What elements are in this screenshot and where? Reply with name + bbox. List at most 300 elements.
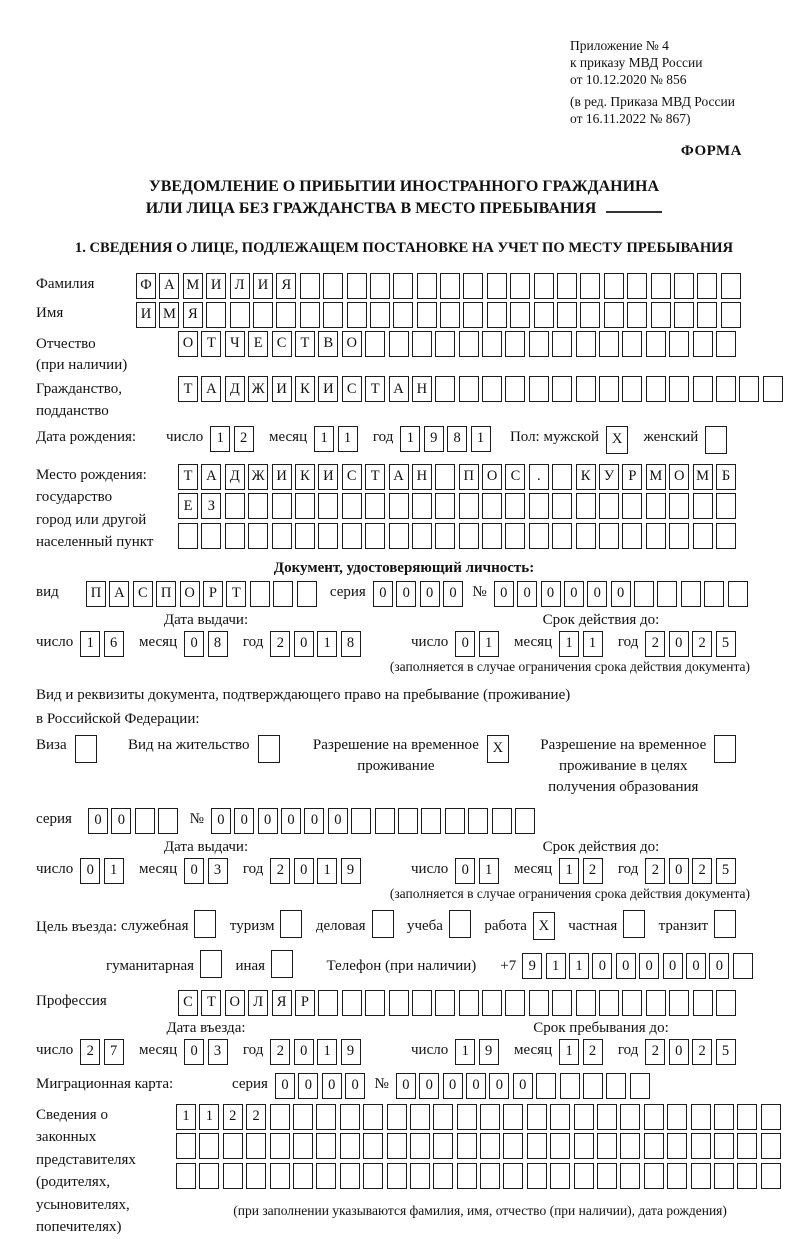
char-box[interactable] bbox=[714, 1133, 734, 1159]
checkbox-cell[interactable] bbox=[258, 735, 280, 763]
char-box[interactable]: 0 bbox=[419, 1073, 439, 1099]
char-box[interactable]: 0 bbox=[466, 1073, 486, 1099]
char-box[interactable]: С bbox=[272, 331, 292, 357]
char-box[interactable]: А bbox=[159, 273, 179, 299]
char-box[interactable] bbox=[651, 302, 671, 328]
char-box[interactable]: 0 bbox=[345, 1073, 365, 1099]
char-box[interactable] bbox=[295, 493, 315, 519]
char-box[interactable] bbox=[272, 493, 292, 519]
char-box[interactable]: 1 bbox=[176, 1104, 196, 1130]
char-box[interactable]: 6 bbox=[104, 631, 124, 657]
char-box[interactable]: 0 bbox=[304, 808, 324, 834]
char-box[interactable] bbox=[510, 302, 530, 328]
char-box[interactable]: 1 bbox=[80, 631, 100, 657]
char-box[interactable]: В bbox=[318, 331, 338, 357]
char-box[interactable] bbox=[599, 376, 619, 402]
char-box[interactable] bbox=[505, 331, 525, 357]
char-box[interactable]: 0 bbox=[275, 1073, 295, 1099]
char-box[interactable] bbox=[412, 523, 432, 549]
char-box[interactable]: 0 bbox=[184, 858, 204, 884]
char-box[interactable] bbox=[604, 302, 624, 328]
char-box[interactable]: Т bbox=[201, 990, 221, 1016]
char-box[interactable]: 1 bbox=[471, 426, 491, 452]
char-box[interactable] bbox=[646, 376, 666, 402]
checkbox-cell[interactable] bbox=[280, 910, 302, 938]
char-box[interactable] bbox=[534, 273, 554, 299]
char-box[interactable] bbox=[737, 1104, 757, 1130]
char-box[interactable]: 0 bbox=[420, 581, 440, 607]
char-box[interactable] bbox=[714, 1104, 734, 1130]
char-box[interactable]: 9 bbox=[424, 426, 444, 452]
char-box[interactable]: 2 bbox=[270, 858, 290, 884]
char-box[interactable]: И bbox=[206, 273, 226, 299]
char-box[interactable]: 0 bbox=[328, 808, 348, 834]
char-box[interactable] bbox=[674, 273, 694, 299]
char-box[interactable]: Ж bbox=[248, 376, 268, 402]
char-box[interactable]: 0 bbox=[494, 581, 514, 607]
char-box[interactable] bbox=[674, 302, 694, 328]
char-box[interactable]: 9 bbox=[341, 858, 361, 884]
char-box[interactable] bbox=[583, 1073, 603, 1099]
checkbox-cell[interactable] bbox=[200, 950, 222, 978]
char-box[interactable] bbox=[536, 1073, 556, 1099]
char-box[interactable] bbox=[716, 331, 736, 357]
checkbox-cell[interactable]: X bbox=[606, 426, 628, 454]
char-box[interactable] bbox=[433, 1163, 453, 1189]
char-box[interactable] bbox=[410, 1133, 430, 1159]
char-box[interactable] bbox=[487, 302, 507, 328]
char-box[interactable]: Т bbox=[178, 464, 198, 490]
char-box[interactable] bbox=[704, 581, 724, 607]
char-box[interactable] bbox=[599, 523, 619, 549]
char-box[interactable] bbox=[318, 523, 338, 549]
char-box[interactable]: 0 bbox=[517, 581, 537, 607]
char-box[interactable]: 9 bbox=[341, 1039, 361, 1065]
char-box[interactable] bbox=[714, 1163, 734, 1189]
char-box[interactable] bbox=[176, 1133, 196, 1159]
char-box[interactable] bbox=[270, 1104, 290, 1130]
char-box[interactable]: 0 bbox=[489, 1073, 509, 1099]
char-box[interactable]: 0 bbox=[669, 858, 689, 884]
char-box[interactable] bbox=[463, 273, 483, 299]
char-box[interactable] bbox=[580, 302, 600, 328]
char-box[interactable] bbox=[529, 331, 549, 357]
char-box[interactable] bbox=[761, 1133, 781, 1159]
char-box[interactable] bbox=[246, 1133, 266, 1159]
char-box[interactable]: 0 bbox=[639, 953, 659, 979]
char-box[interactable] bbox=[620, 1133, 640, 1159]
char-box[interactable] bbox=[223, 1133, 243, 1159]
char-box[interactable] bbox=[363, 1104, 383, 1130]
char-box[interactable] bbox=[389, 990, 409, 1016]
char-box[interactable] bbox=[620, 1163, 640, 1189]
char-box[interactable] bbox=[622, 376, 642, 402]
char-box[interactable]: 0 bbox=[211, 808, 231, 834]
char-box[interactable]: 0 bbox=[111, 808, 131, 834]
char-box[interactable] bbox=[510, 273, 530, 299]
char-box[interactable]: 2 bbox=[246, 1104, 266, 1130]
char-box[interactable] bbox=[135, 808, 155, 834]
char-box[interactable]: 0 bbox=[80, 858, 100, 884]
char-box[interactable] bbox=[347, 273, 367, 299]
char-box[interactable] bbox=[248, 493, 268, 519]
char-box[interactable] bbox=[199, 1133, 219, 1159]
char-box[interactable] bbox=[389, 493, 409, 519]
char-box[interactable]: У bbox=[599, 464, 619, 490]
char-box[interactable] bbox=[365, 990, 385, 1016]
checkbox-cell[interactable]: X bbox=[533, 912, 555, 940]
char-box[interactable]: 5 bbox=[716, 858, 736, 884]
char-box[interactable]: Н bbox=[412, 376, 432, 402]
char-box[interactable] bbox=[721, 273, 741, 299]
char-box[interactable] bbox=[417, 302, 437, 328]
char-box[interactable]: 1 bbox=[559, 631, 579, 657]
char-box[interactable] bbox=[657, 581, 677, 607]
char-box[interactable] bbox=[318, 493, 338, 519]
char-box[interactable] bbox=[459, 990, 479, 1016]
char-box[interactable] bbox=[273, 581, 293, 607]
char-box[interactable]: Р bbox=[203, 581, 223, 607]
char-box[interactable] bbox=[527, 1104, 547, 1130]
char-box[interactable]: 0 bbox=[322, 1073, 342, 1099]
char-box[interactable] bbox=[293, 1104, 313, 1130]
char-box[interactable] bbox=[552, 376, 572, 402]
char-box[interactable] bbox=[482, 331, 502, 357]
char-box[interactable] bbox=[622, 493, 642, 519]
char-box[interactable] bbox=[560, 1073, 580, 1099]
char-box[interactable]: 0 bbox=[611, 581, 631, 607]
char-box[interactable] bbox=[691, 1163, 711, 1189]
char-box[interactable] bbox=[505, 523, 525, 549]
char-box[interactable] bbox=[550, 1133, 570, 1159]
char-box[interactable]: 1 bbox=[317, 858, 337, 884]
char-box[interactable] bbox=[505, 990, 525, 1016]
char-box[interactable] bbox=[417, 273, 437, 299]
char-box[interactable] bbox=[529, 990, 549, 1016]
char-box[interactable] bbox=[716, 493, 736, 519]
char-box[interactable] bbox=[316, 1133, 336, 1159]
char-box[interactable] bbox=[370, 273, 390, 299]
char-box[interactable] bbox=[693, 376, 713, 402]
char-box[interactable] bbox=[646, 331, 666, 357]
char-box[interactable] bbox=[482, 493, 502, 519]
char-box[interactable]: Ж bbox=[248, 464, 268, 490]
char-box[interactable]: 0 bbox=[294, 631, 314, 657]
char-box[interactable] bbox=[323, 273, 343, 299]
char-box[interactable]: 1 bbox=[317, 631, 337, 657]
char-box[interactable]: О bbox=[225, 990, 245, 1016]
char-box[interactable] bbox=[389, 523, 409, 549]
char-box[interactable]: С bbox=[133, 581, 153, 607]
char-box[interactable]: 0 bbox=[669, 631, 689, 657]
char-box[interactable] bbox=[250, 581, 270, 607]
char-box[interactable] bbox=[728, 581, 748, 607]
char-box[interactable] bbox=[480, 1104, 500, 1130]
char-box[interactable]: И bbox=[253, 273, 273, 299]
char-box[interactable]: Ч bbox=[225, 331, 245, 357]
char-box[interactable] bbox=[716, 990, 736, 1016]
char-box[interactable]: 0 bbox=[396, 1073, 416, 1099]
char-box[interactable]: К bbox=[295, 376, 315, 402]
char-box[interactable] bbox=[761, 1163, 781, 1189]
char-box[interactable]: О bbox=[342, 331, 362, 357]
char-box[interactable]: 0 bbox=[616, 953, 636, 979]
char-box[interactable]: 7 bbox=[104, 1039, 124, 1065]
char-box[interactable] bbox=[482, 523, 502, 549]
char-box[interactable] bbox=[627, 302, 647, 328]
char-box[interactable]: 0 bbox=[294, 1039, 314, 1065]
char-box[interactable] bbox=[529, 493, 549, 519]
char-box[interactable]: П bbox=[459, 464, 479, 490]
char-box[interactable] bbox=[599, 493, 619, 519]
char-box[interactable] bbox=[552, 990, 572, 1016]
char-box[interactable] bbox=[293, 1163, 313, 1189]
char-box[interactable]: И bbox=[318, 464, 338, 490]
char-box[interactable]: 5 bbox=[716, 631, 736, 657]
char-box[interactable]: О bbox=[180, 581, 200, 607]
char-box[interactable] bbox=[253, 302, 273, 328]
char-box[interactable] bbox=[550, 1163, 570, 1189]
char-box[interactable] bbox=[697, 302, 717, 328]
char-box[interactable] bbox=[492, 808, 512, 834]
char-box[interactable] bbox=[272, 523, 292, 549]
char-box[interactable] bbox=[763, 376, 783, 402]
char-box[interactable]: 3 bbox=[208, 858, 228, 884]
char-box[interactable] bbox=[737, 1133, 757, 1159]
char-box[interactable] bbox=[223, 1163, 243, 1189]
char-box[interactable] bbox=[620, 1104, 640, 1130]
char-box[interactable]: 2 bbox=[645, 631, 665, 657]
char-box[interactable]: 0 bbox=[184, 1039, 204, 1065]
char-box[interactable]: 0 bbox=[298, 1073, 318, 1099]
char-box[interactable]: 2 bbox=[583, 858, 603, 884]
char-box[interactable] bbox=[669, 493, 689, 519]
char-box[interactable]: О bbox=[669, 464, 689, 490]
char-box[interactable]: Т bbox=[226, 581, 246, 607]
char-box[interactable] bbox=[693, 493, 713, 519]
char-box[interactable]: И bbox=[272, 464, 292, 490]
char-box[interactable] bbox=[646, 523, 666, 549]
char-box[interactable] bbox=[669, 990, 689, 1016]
char-box[interactable] bbox=[457, 1163, 477, 1189]
char-box[interactable]: Т bbox=[178, 376, 198, 402]
char-box[interactable] bbox=[387, 1104, 407, 1130]
char-box[interactable] bbox=[387, 1163, 407, 1189]
char-box[interactable] bbox=[552, 523, 572, 549]
char-box[interactable] bbox=[622, 331, 642, 357]
char-box[interactable] bbox=[534, 302, 554, 328]
checkbox-cell[interactable] bbox=[705, 426, 727, 454]
char-box[interactable] bbox=[323, 302, 343, 328]
char-box[interactable]: И bbox=[136, 302, 156, 328]
char-box[interactable]: Б bbox=[716, 464, 736, 490]
char-box[interactable]: 0 bbox=[455, 858, 475, 884]
checkbox-cell[interactable] bbox=[623, 910, 645, 938]
char-box[interactable]: П bbox=[156, 581, 176, 607]
char-box[interactable]: 0 bbox=[669, 1039, 689, 1065]
char-box[interactable]: 1 bbox=[400, 426, 420, 452]
char-box[interactable] bbox=[505, 493, 525, 519]
char-box[interactable] bbox=[634, 581, 654, 607]
char-box[interactable] bbox=[681, 581, 701, 607]
char-box[interactable]: Д bbox=[225, 376, 245, 402]
char-box[interactable] bbox=[440, 302, 460, 328]
char-box[interactable] bbox=[505, 376, 525, 402]
char-box[interactable] bbox=[693, 331, 713, 357]
checkbox-cell[interactable] bbox=[194, 910, 216, 938]
char-box[interactable] bbox=[365, 493, 385, 519]
char-box[interactable] bbox=[445, 808, 465, 834]
char-box[interactable]: К bbox=[295, 464, 315, 490]
char-box[interactable] bbox=[297, 581, 317, 607]
char-box[interactable] bbox=[482, 990, 502, 1016]
char-box[interactable] bbox=[342, 990, 362, 1016]
char-box[interactable]: С bbox=[342, 464, 362, 490]
char-box[interactable] bbox=[737, 1163, 757, 1189]
char-box[interactable]: 2 bbox=[270, 631, 290, 657]
char-box[interactable]: Т bbox=[201, 331, 221, 357]
char-box[interactable] bbox=[468, 808, 488, 834]
char-box[interactable]: 8 bbox=[447, 426, 467, 452]
char-box[interactable]: Т bbox=[365, 376, 385, 402]
char-box[interactable]: 1 bbox=[338, 426, 358, 452]
char-box[interactable] bbox=[435, 331, 455, 357]
checkbox-cell[interactable] bbox=[271, 950, 293, 978]
char-box[interactable] bbox=[435, 493, 455, 519]
char-box[interactable] bbox=[412, 990, 432, 1016]
char-box[interactable]: М bbox=[693, 464, 713, 490]
char-box[interactable]: 9 bbox=[479, 1039, 499, 1065]
char-box[interactable] bbox=[576, 493, 596, 519]
char-box[interactable] bbox=[669, 376, 689, 402]
char-box[interactable] bbox=[300, 302, 320, 328]
char-box[interactable]: 2 bbox=[645, 1039, 665, 1065]
char-box[interactable] bbox=[248, 523, 268, 549]
char-box[interactable] bbox=[225, 493, 245, 519]
char-box[interactable]: Я bbox=[183, 302, 203, 328]
char-box[interactable] bbox=[574, 1104, 594, 1130]
char-box[interactable] bbox=[340, 1133, 360, 1159]
char-box[interactable]: 0 bbox=[541, 581, 561, 607]
char-box[interactable]: 0 bbox=[564, 581, 584, 607]
char-box[interactable] bbox=[351, 808, 371, 834]
char-box[interactable]: 0 bbox=[88, 808, 108, 834]
char-box[interactable] bbox=[552, 493, 572, 519]
char-box[interactable] bbox=[435, 990, 455, 1016]
char-box[interactable] bbox=[270, 1163, 290, 1189]
char-box[interactable]: 0 bbox=[443, 1073, 463, 1099]
char-box[interactable] bbox=[412, 331, 432, 357]
char-box[interactable] bbox=[503, 1104, 523, 1130]
char-box[interactable] bbox=[276, 302, 296, 328]
char-box[interactable] bbox=[574, 1163, 594, 1189]
char-box[interactable] bbox=[576, 990, 596, 1016]
char-box[interactable] bbox=[761, 1104, 781, 1130]
char-box[interactable]: Д bbox=[225, 464, 245, 490]
char-box[interactable] bbox=[459, 493, 479, 519]
char-box[interactable]: 0 bbox=[686, 953, 706, 979]
char-box[interactable]: 1 bbox=[314, 426, 334, 452]
char-box[interactable]: 0 bbox=[396, 581, 416, 607]
char-box[interactable] bbox=[599, 990, 619, 1016]
char-box[interactable] bbox=[622, 990, 642, 1016]
char-box[interactable] bbox=[225, 523, 245, 549]
char-box[interactable] bbox=[316, 1104, 336, 1130]
char-box[interactable] bbox=[363, 1163, 383, 1189]
char-box[interactable]: 1 bbox=[317, 1039, 337, 1065]
char-box[interactable]: 0 bbox=[294, 858, 314, 884]
char-box[interactable]: 1 bbox=[199, 1104, 219, 1130]
char-box[interactable] bbox=[421, 808, 441, 834]
char-box[interactable] bbox=[459, 376, 479, 402]
char-box[interactable]: 1 bbox=[569, 953, 589, 979]
char-box[interactable] bbox=[667, 1163, 687, 1189]
char-box[interactable] bbox=[669, 331, 689, 357]
char-box[interactable]: Я bbox=[272, 990, 292, 1016]
char-box[interactable] bbox=[457, 1104, 477, 1130]
char-box[interactable]: З bbox=[201, 493, 221, 519]
char-box[interactable]: 1 bbox=[210, 426, 230, 452]
char-box[interactable] bbox=[410, 1163, 430, 1189]
char-box[interactable] bbox=[201, 523, 221, 549]
char-box[interactable] bbox=[503, 1163, 523, 1189]
char-box[interactable] bbox=[644, 1163, 664, 1189]
char-box[interactable]: 1 bbox=[479, 631, 499, 657]
char-box[interactable] bbox=[529, 376, 549, 402]
char-box[interactable]: 0 bbox=[258, 808, 278, 834]
char-box[interactable] bbox=[412, 493, 432, 519]
char-box[interactable]: А bbox=[389, 464, 409, 490]
char-box[interactable] bbox=[342, 523, 362, 549]
char-box[interactable] bbox=[178, 523, 198, 549]
char-box[interactable] bbox=[459, 523, 479, 549]
char-box[interactable]: И bbox=[318, 376, 338, 402]
char-box[interactable] bbox=[599, 331, 619, 357]
char-box[interactable]: Ф bbox=[136, 273, 156, 299]
char-box[interactable] bbox=[716, 523, 736, 549]
char-box[interactable] bbox=[389, 331, 409, 357]
char-box[interactable]: А bbox=[201, 464, 221, 490]
char-box[interactable]: 0 bbox=[443, 581, 463, 607]
char-box[interactable]: 0 bbox=[234, 808, 254, 834]
char-box[interactable] bbox=[667, 1104, 687, 1130]
char-box[interactable] bbox=[529, 523, 549, 549]
char-box[interactable] bbox=[721, 302, 741, 328]
char-box[interactable]: Я bbox=[276, 273, 296, 299]
char-box[interactable]: 8 bbox=[208, 631, 228, 657]
char-box[interactable] bbox=[340, 1163, 360, 1189]
char-box[interactable] bbox=[387, 1133, 407, 1159]
char-box[interactable] bbox=[646, 990, 666, 1016]
char-box[interactable] bbox=[716, 376, 736, 402]
char-box[interactable]: М bbox=[646, 464, 666, 490]
char-box[interactable] bbox=[463, 302, 483, 328]
char-box[interactable] bbox=[365, 331, 385, 357]
char-box[interactable] bbox=[370, 302, 390, 328]
char-box[interactable]: 1 bbox=[546, 953, 566, 979]
checkbox-cell[interactable] bbox=[75, 735, 97, 763]
char-box[interactable] bbox=[270, 1133, 290, 1159]
char-box[interactable] bbox=[457, 1133, 477, 1159]
char-box[interactable]: 1 bbox=[559, 1039, 579, 1065]
char-box[interactable] bbox=[480, 1163, 500, 1189]
char-box[interactable] bbox=[552, 464, 572, 490]
char-box[interactable]: Л bbox=[248, 990, 268, 1016]
char-box[interactable]: О bbox=[482, 464, 502, 490]
char-box[interactable] bbox=[644, 1104, 664, 1130]
char-box[interactable] bbox=[597, 1133, 617, 1159]
char-box[interactable] bbox=[433, 1133, 453, 1159]
